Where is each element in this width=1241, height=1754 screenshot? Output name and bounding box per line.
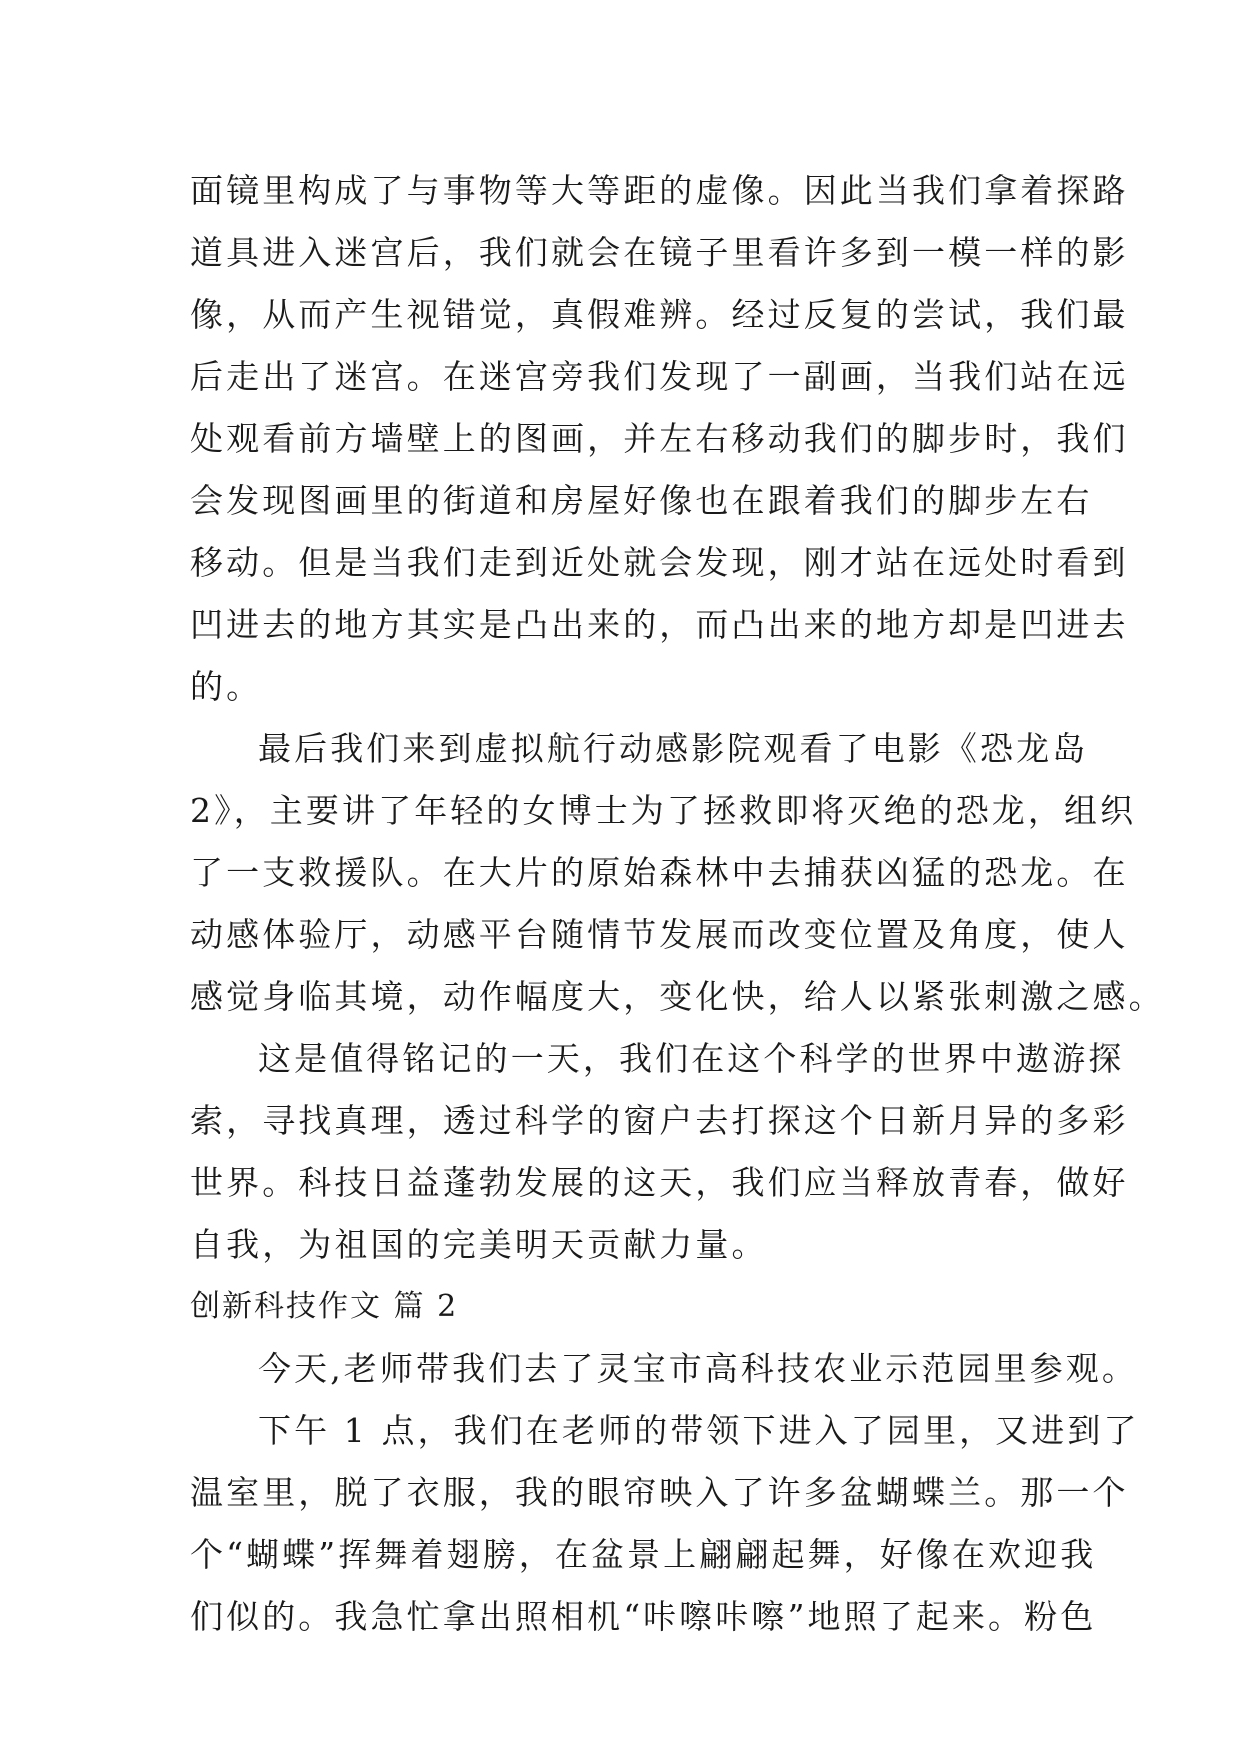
text-line: 移动。但是当我们走到近处就会发现，刚才站在远处时看到 <box>190 543 1129 582</box>
text-line: 了一支救援队。在大片的原始森林中去捕获凶猛的恐龙。在 <box>190 853 1129 892</box>
text-line: 们似的。我急忙拿出照相机“咔嚓咔嚓”地照了起来。粉色 <box>190 1597 1097 1636</box>
paragraph <box>190 1400 1140 1648</box>
text-line: 今天,老师带我们去了灵宝市高科技农业示范园里参观。 <box>258 1349 1138 1388</box>
text-line: 下午 1 点，我们在老师的带领下进入了园里，又进到了 <box>258 1411 1140 1450</box>
text-line: 世界。科技日益蓬勃发展的这天，我们应当释放青春，做好 <box>190 1163 1129 1202</box>
text-line: 最后我们来到虚拟航行动感影院观看了电影《恐龙岛 <box>258 729 1089 768</box>
text-line: 2》，主要讲了年轻的女博士为了拯救即将灭绝的恐龙，组织 <box>190 791 1137 830</box>
text-line: 索，寻找真理，透过科学的窗户去打探这个日新月异的多彩 <box>190 1101 1129 1140</box>
text-line: 处观看前方墙壁上的图画，并左右移动我们的脚步时，我们 <box>190 419 1129 458</box>
paragraph <box>190 1028 1129 1276</box>
paragraph <box>190 718 1165 1028</box>
section-heading: 创新科技作文 篇 2 <box>190 1289 459 1324</box>
text-line: 这是值得铭记的一天，我们在这个科学的世界中遨游探 <box>258 1039 1125 1078</box>
text-line: 道具进入迷宫后，我们就会在镜子里看许多到一模一样的影 <box>190 233 1129 272</box>
text-line: 像，从而产生视错觉，真假难辨。经过反复的尝试，我们最 <box>190 295 1129 334</box>
text-line: 自我，为祖国的完美明天贡献力量。 <box>190 1225 768 1264</box>
text-line: 的。 <box>190 667 263 706</box>
text-line: 温室里，脱了衣服，我的眼帘映入了许多盆蝴蝶兰。那一个 <box>190 1473 1129 1512</box>
text-line: 动感体验厅，动感平台随情节发展而改变位置及角度，使人 <box>190 915 1129 954</box>
text-line: 后走出了迷宫。在迷宫旁我们发现了一副画，当我们站在远 <box>190 357 1129 396</box>
paragraph <box>190 1338 1138 1400</box>
document-body <box>190 160 1165 1648</box>
text-line: 感觉身临其境，动作幅度大，变化快，给人以紧张刺激之感。 <box>190 977 1165 1016</box>
text-line: 凹进去的地方其实是凸出来的，而凸出来的地方却是凹进去 <box>190 605 1129 644</box>
text-line: 个“蝴蝶”挥舞着翅膀，在盆景上翩翩起舞，好像在欢迎我 <box>190 1535 1097 1574</box>
text-line: 面镜里构成了与事物等大等距的虚像。因此当我们拿着探路 <box>190 171 1129 210</box>
text-line: 会发现图画里的街道和房屋好像也在跟着我们的脚步左右 <box>190 481 1093 520</box>
paragraph <box>190 160 1129 718</box>
